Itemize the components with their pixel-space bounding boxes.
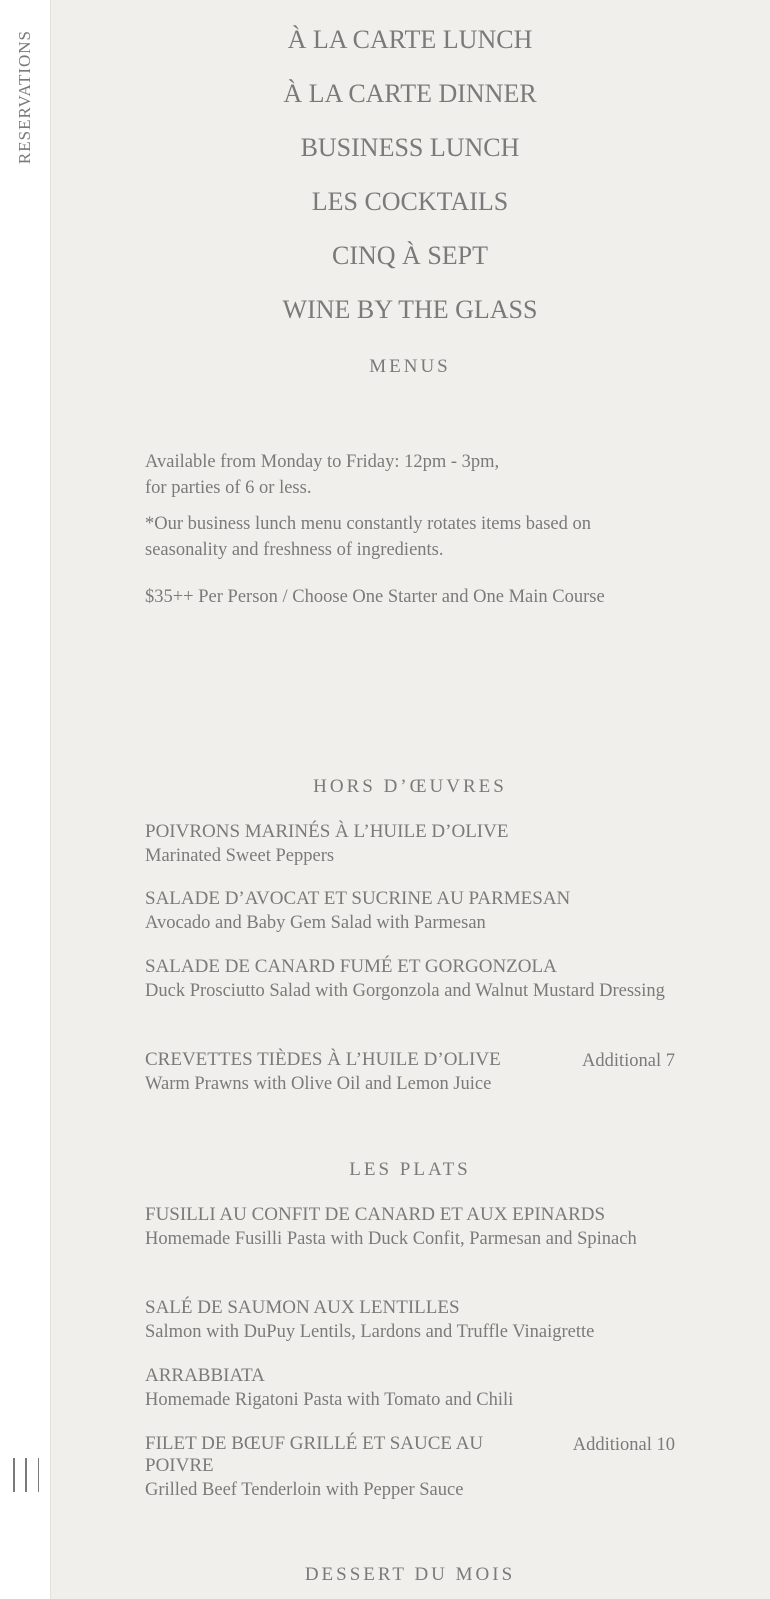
dish-description: Grilled Beef Tenderloin with Pepper Sauce <box>145 1480 464 1500</box>
nav-item-a-la-carte-lunch[interactable]: À LA CARTE LUNCH <box>287 25 533 54</box>
dish-name: CREVETTES TIÈDES À L’HUILE D’OLIVE <box>145 1049 501 1070</box>
dish-item <box>145 1297 675 1345</box>
dish-name: SALADE D’AVOCAT ET SUCRINE AU PARMESAN <box>145 888 571 909</box>
reservations-link[interactable]: RESERVATIONS <box>15 30 34 165</box>
dish-item <box>145 1365 675 1413</box>
dish-item <box>145 1433 675 1503</box>
menus-heading: MENUS <box>369 356 451 377</box>
dish-item <box>145 888 675 936</box>
dish-description: Marinated Sweet Peppers <box>145 846 335 866</box>
dish-item <box>145 1204 675 1252</box>
dish-description: Salmon with DuPuy Lentils, Lardons and Truffle Vinaigrette <box>145 1322 595 1342</box>
dish-description: Homemade Rigatoni Pasta with Tomato and Chili <box>145 1390 514 1410</box>
section-title-hors-doeuvres: HORS D’ŒUVRES <box>313 776 507 797</box>
nav-item-business-lunch[interactable]: BUSINESS LUNCH <box>300 133 520 162</box>
price-note: $35++ Per Person / Choose One Starter and One Main Course <box>145 587 605 607</box>
dish-additional-price: Additional 10 <box>572 1435 675 1455</box>
dish-name: FILET DE BŒUF GRILLÉ ET SAUCE AU POIVRE <box>145 1433 484 1476</box>
dish-name: FUSILLI AU CONFIT DE CANARD ET AUX EPINARDS <box>145 1204 606 1225</box>
availability-line-2: for parties of 6 or less. <box>145 478 312 498</box>
intro-rotation <box>145 511 675 563</box>
nav-item-cinq-a-sept[interactable]: CINQ À SEPT <box>331 241 488 270</box>
section-title-les-plats: LES PLATS <box>349 1159 471 1180</box>
nav-item-les-cocktails[interactable]: LES COCKTAILS <box>311 187 509 216</box>
availability-line-1: Available from Monday to Friday: 12pm - 3pm, <box>145 452 500 472</box>
section-title-dessert-du-mois: DESSERT DU MOIS <box>304 1564 516 1585</box>
nav-item-a-la-carte-dinner[interactable]: À LA CARTE DINNER <box>283 79 537 108</box>
sidebar <box>0 0 51 1599</box>
dish-name: POIVRONS MARINÉS À L’HUILE D’OLIVE <box>145 821 509 842</box>
dish-item <box>145 956 675 1004</box>
hamburger-menu-icon[interactable] <box>13 1458 39 1492</box>
dish-description: Avocado and Baby Gem Salad with Parmesan <box>145 913 486 933</box>
nav-item-wine-by-the-glass[interactable]: WINE BY THE GLASS <box>282 295 538 324</box>
intro-price <box>145 584 675 610</box>
dish-name: ARRABBIATA <box>145 1365 265 1386</box>
dish-name: SALADE DE CANARD FUMÉ ET GORGONZOLA <box>145 956 557 977</box>
rotation-note: *Our business lunch menu constantly rotates items based on seasonality and freshness of ingredients. <box>145 514 591 560</box>
dish-description: Warm Prawns with Olive Oil and Lemon Juice <box>145 1074 492 1094</box>
dish-item <box>145 1049 675 1097</box>
dish-item <box>145 821 675 869</box>
dish-additional-price: Additional 7 <box>581 1051 675 1071</box>
dish-description: Homemade Fusilli Pasta with Duck Confit, Parmesan and Spinach <box>145 1229 637 1249</box>
dish-description: Duck Prosciutto Salad with Gorgonzola and Walnut Mustard Dressing <box>145 981 665 1001</box>
intro-availability <box>145 449 675 501</box>
dish-name: SALÉ DE SAUMON AUX LENTILLES <box>145 1297 460 1318</box>
